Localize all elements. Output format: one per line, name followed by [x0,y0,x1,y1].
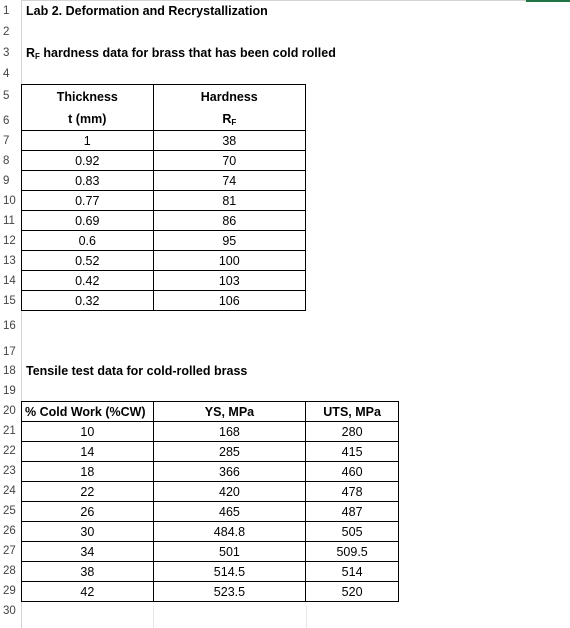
uts-cell[interactable]: 514 [306,562,399,582]
ys-cell[interactable]: 168 [153,422,306,442]
hardness-cell[interactable]: 95 [153,231,305,251]
row-number[interactable]: 20 [3,405,16,417]
row-number[interactable]: 29 [3,585,16,597]
row-number[interactable]: 22 [3,445,16,457]
row-number[interactable]: 19 [3,385,16,397]
table-row [22,231,306,251]
hardness-table [21,84,306,311]
row-number[interactable]: 8 [3,155,10,167]
hardness-header: Hardness [153,85,305,109]
row-number[interactable]: 4 [3,68,10,80]
table-row [22,131,306,151]
table-row [22,482,399,502]
cold-work-cell[interactable]: 42 [22,582,154,602]
table-row [22,522,399,542]
table-row [22,171,306,191]
hardness-cell[interactable]: 103 [153,271,305,291]
table-row [22,191,306,211]
cold-work-cell[interactable]: 34 [22,542,154,562]
row-number[interactable]: 25 [3,505,16,517]
row-number[interactable]: 24 [3,485,16,497]
hardness-cell[interactable]: 86 [153,211,305,231]
uts-cell[interactable]: 487 [306,502,399,522]
hardness-cell[interactable]: 74 [153,171,305,191]
thickness-cell[interactable]: 0.77 [22,191,154,211]
cold-work-header: % Cold Work (%CW) [22,402,154,422]
row-number[interactable]: 10 [3,195,16,207]
hardness-unit: $R_F$ [153,109,305,131]
ys-cell[interactable]: 523.5 [153,582,306,602]
uts-cell[interactable]: 460 [306,462,399,482]
hardness-cell[interactable]: 100 [153,251,305,271]
table-row [22,251,306,271]
thickness-cell[interactable]: 0.32 [22,291,154,311]
uts-cell[interactable]: 280 [306,422,399,442]
hardness-heading: $R_F$ hardness data for brass that has been cold rolled [26,46,336,61]
row-number[interactable]: 18 [3,365,16,377]
row-number[interactable]: 15 [3,295,16,307]
thickness-unit: t (mm) [22,109,154,131]
row-number[interactable]: 16 [3,320,16,332]
row-number[interactable]: 21 [3,425,16,437]
hardness-heading-text: hardness data for brass that has been cold rolled [39,46,336,60]
ys-header: YS, MPa [153,402,306,422]
row-number[interactable]: 23 [3,465,16,477]
table-row [22,582,399,602]
tensile-heading: Tensile test data for cold-rolled brass [26,364,248,378]
row-number[interactable]: 27 [3,545,16,557]
tensile-table [21,401,399,602]
table-row [22,422,399,442]
ys-cell[interactable]: 285 [153,442,306,462]
row-number[interactable]: 11 [3,215,15,227]
row-number[interactable]: 12 [3,235,16,247]
hardness-cell[interactable]: 81 [153,191,305,211]
uts-cell[interactable]: 505 [306,522,399,542]
hardness-unit-sub: F [231,117,237,127]
uts-cell[interactable]: 478 [306,482,399,502]
thickness-cell[interactable]: 0.69 [22,211,154,231]
uts-header: UTS, MPa [306,402,399,422]
uts-cell[interactable]: 520 [306,582,399,602]
table-row [22,211,306,231]
gridline [306,606,307,628]
ys-cell[interactable]: 501 [153,542,306,562]
tensile-header-row [22,402,399,422]
cold-work-cell[interactable]: 26 [22,502,154,522]
sheet-title: Lab 2. Deformation and Recrystallization [26,4,268,18]
row-number[interactable]: 17 [3,346,16,358]
row-number[interactable]: 2 [3,26,10,38]
row-number[interactable]: 26 [3,525,16,537]
row-number[interactable]: 1 [3,5,10,17]
hardness-cell[interactable]: 70 [153,151,305,171]
table-row [22,151,306,171]
row-number[interactable]: 9 [3,175,10,187]
row-number[interactable]: 30 [3,605,16,617]
table-row [22,542,399,562]
hardness-cell[interactable]: 106 [153,291,305,311]
table-row [22,291,306,311]
thickness-cell[interactable]: 0.52 [22,251,154,271]
table-row [22,462,399,482]
table-row [22,442,399,462]
cold-work-cell[interactable]: 18 [22,462,154,482]
ys-cell[interactable]: 366 [153,462,306,482]
thickness-cell[interactable]: 0.92 [22,151,154,171]
row-number[interactable]: 6 [3,115,10,127]
table-row [22,271,306,291]
thickness-cell[interactable]: 0.83 [22,171,154,191]
table-row [22,562,399,582]
thickness-cell[interactable]: 0.6 [22,231,154,251]
ys-cell[interactable]: 420 [153,482,306,502]
hardness-cell[interactable]: 38 [153,131,305,151]
row-number[interactable]: 13 [3,255,16,267]
uts-cell[interactable]: 509.5 [306,542,399,562]
cold-work-cell[interactable]: 14 [22,442,154,462]
cold-work-cell[interactable]: 10 [22,422,154,442]
row-number[interactable]: 28 [3,565,16,577]
cold-work-cell[interactable]: 30 [22,522,154,542]
thickness-cell[interactable]: 0.42 [22,271,154,291]
thickness-header: Thickness [22,85,154,109]
selection-indicator [526,0,570,2]
row-number[interactable]: 3 [3,47,10,59]
ys-cell[interactable]: 465 [153,502,306,522]
cold-work-cell[interactable]: 22 [22,482,154,502]
row-number[interactable]: 14 [3,275,16,287]
hardness-heading-sub: F [35,52,40,61]
ys-cell[interactable]: 484.8 [153,522,306,542]
ys-cell[interactable]: 514.5 [153,562,306,582]
row-number[interactable]: 7 [3,135,10,147]
cold-work-cell[interactable]: 38 [22,562,154,582]
table-row [22,502,399,522]
uts-cell[interactable]: 415 [306,442,399,462]
row-number[interactable]: 5 [3,90,10,102]
gridline [153,606,154,628]
thickness-cell[interactable]: 1 [22,131,154,151]
